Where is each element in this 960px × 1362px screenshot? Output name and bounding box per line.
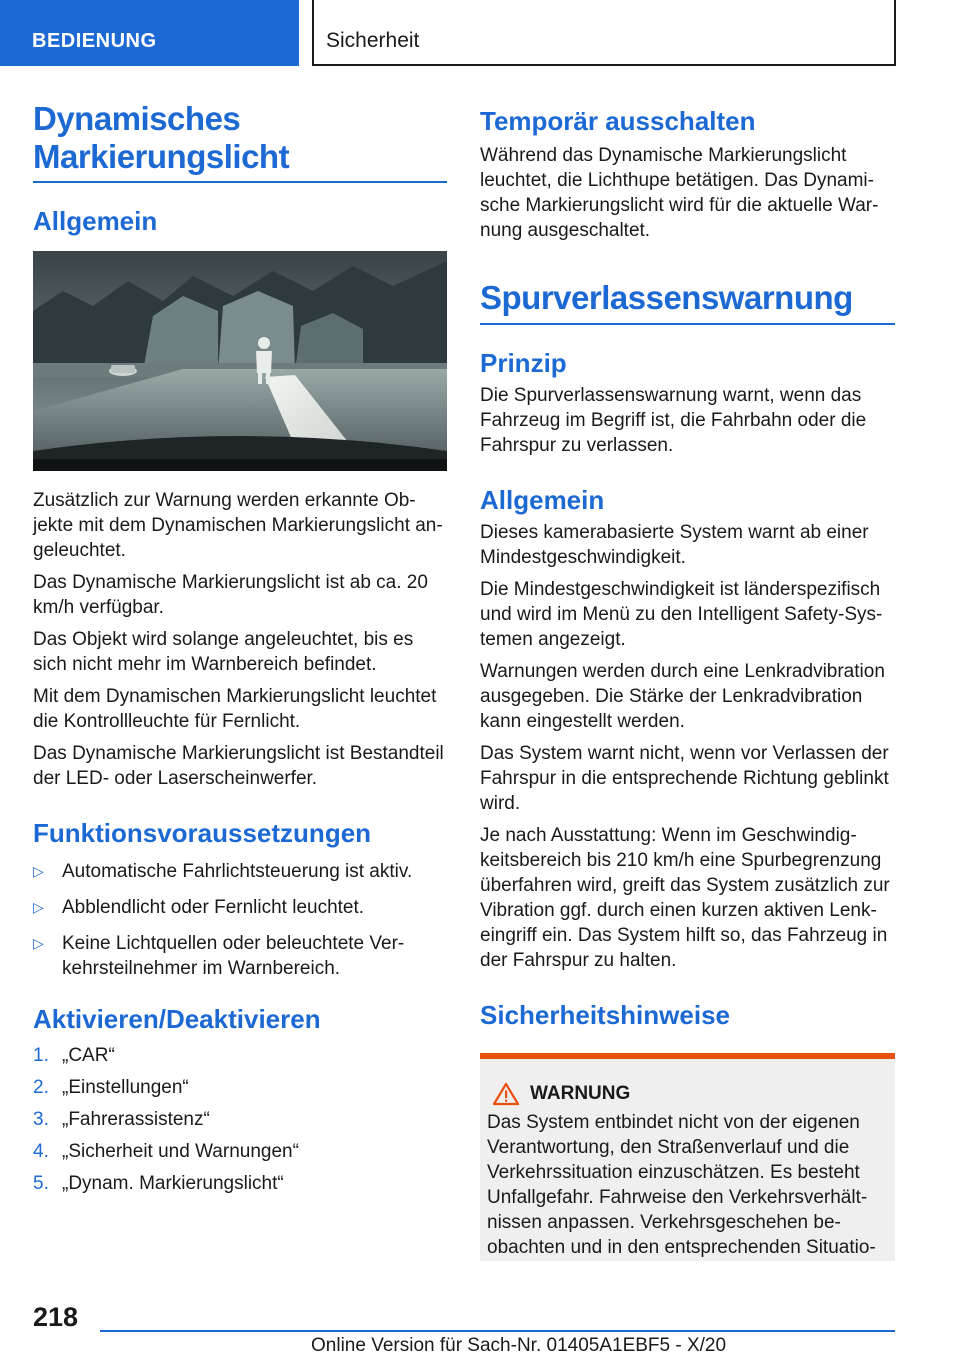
list-item: ▷ Abblendlicht oder Fernlicht leuchtet. (33, 897, 365, 918)
heading-allgemein-right: Allgemein (480, 485, 605, 515)
heading-funktionsvoraussetzungen: Funktionsvoraussetzungen (33, 818, 372, 848)
night-road-illustration (33, 251, 447, 471)
page-header (0, 0, 960, 66)
warning-triangle-icon (492, 1082, 520, 1106)
allgemein-p3: Das Objekt wird solange angeleuchtet, bis es sich nicht mehr im Warnbereich befindet. (33, 629, 414, 675)
allgemein-p5: Das Dynamische Markierungslicht ist Bestandteil der LED- oder Laserscheinwerfer. (33, 743, 444, 789)
triangle-bullet-icon: ▷ (33, 863, 44, 879)
right-column (480, 100, 895, 1261)
chapter-rule (33, 181, 447, 183)
footer-version-text: Online Version für Sach-Nr. 01405A1EBF5 - X/20 (311, 1335, 727, 1356)
heading-temporaer: Temporär ausschalten (480, 106, 756, 136)
triangle-bullet-icon: ▷ (33, 899, 44, 915)
allgemein-p1: Zusätzlich zur Warnung werden erkannte Ob-jekte mit dem Dynamischen Markierungslicht an-geleuchtet. (33, 490, 443, 561)
chapter-rule (480, 323, 895, 325)
warning-label: WARNUNG (530, 1083, 631, 1104)
list-item: 3. „Fahrerassistenz“ (33, 1109, 210, 1130)
list-item: ▷ Keine Lichtquellen oder beleuchtete Ver-kehrsteilnehmer im Warnbereich. (33, 933, 405, 979)
chapter-title-line2: Markierungslicht (33, 138, 290, 175)
spur-p2: Die Mindestgeschwindigkeit ist länderspezifisch und wird im Menü zu den Intelligent Safety-Sys-temen angezeigt. (480, 579, 883, 650)
prinzip-text: Die Spurverlassenswarnung warnt, wenn das Fahrzeug im Begriff ist, die Fahrbahn oder die Fahrspur zu verlassen. (480, 385, 867, 456)
steps-list (33, 1043, 447, 1196)
heading-prinzip: Prinzip (480, 348, 567, 378)
allgemein-p2: Das Dynamische Markierungslicht ist ab ca. 20 km/h verfügbar. (33, 572, 428, 618)
chapter-title-spurverlassen: Spurverlassenswarnung (480, 279, 853, 316)
chapter-tab: Sicherheit (312, 0, 896, 66)
requirements-list (33, 859, 447, 981)
section-tab: BEDIENUNG (0, 0, 299, 66)
spur-p1: Dieses kamerabasierte System warnt ab einer Mindestgeschwindigkeit. (480, 522, 869, 568)
temporaer-text: Während das Dynamische Markierungslicht leuchtet, die Lichthupe betätigen. Das Dynami-sche Markierungslicht wird für die aktuelle War-nung ausgeschaltet. (480, 145, 879, 241)
warning-text: Das System entbindet nicht von der eigenen Verantwortung, den Straßenverlauf und die Verkehrssituation einzuschätzen. Es besteht Unfallgefahr. Fahrweise den Verkehrsverhält-nissen anpassen. Verkehrsgeschehen be-obachten und in den entsprechenden Situatio- (487, 1112, 876, 1258)
heading-aktivieren: Aktivieren/Deaktivieren (33, 1004, 321, 1034)
footer-rule (100, 1330, 895, 1332)
heading-allgemein: Allgemein (33, 206, 158, 236)
spur-p4: Das System warnt nicht, wenn vor Verlassen der Fahrspur in die entsprechende Richtung geblinkt wird. (480, 743, 889, 814)
list-item: 1. „CAR“ (33, 1045, 115, 1066)
list-item: 2. „Einstellungen“ (33, 1077, 189, 1098)
warning-box (480, 1053, 895, 1261)
spur-p3: Warnungen werden durch eine Lenkradvibration ausgegeben. Die Stärke der Lenkradvibration kann eingestellt werden. (480, 661, 885, 732)
page-number: 218 (33, 1302, 79, 1332)
list-item: ▷ Automatische Fahrlichtsteuerung ist aktiv. (33, 861, 413, 882)
allgemein-p4: Mit dem Dynamischen Markierungslicht leuchtet die Kontrollleuchte für Fernlicht. (33, 686, 437, 732)
warning-header (487, 1081, 888, 1106)
chapter-title-line1: Dynamisches (33, 100, 241, 137)
list-item: 5. „Dynam. Markierungslicht“ (33, 1173, 284, 1194)
spur-p5: Je nach Ausstattung: Wenn im Geschwindig-keitsbereich bis 210 km/h eine Spurbegrenzung überfahren wird, greift das System zusätzlich zur Vibration ggf. durch einen kurzen aktiven Lenk-eingriff ein. Das System hilft so, das Fahrzeug in der Fahrspur zu halten. (480, 825, 890, 971)
heading-sicherheitshinweise: Sicherheitshinweise (480, 1000, 730, 1030)
left-column (33, 100, 447, 1203)
list-item: 4. „Sicherheit und Warnungen“ (33, 1141, 299, 1162)
chapter-title (33, 100, 447, 176)
triangle-bullet-icon: ▷ (33, 935, 44, 951)
